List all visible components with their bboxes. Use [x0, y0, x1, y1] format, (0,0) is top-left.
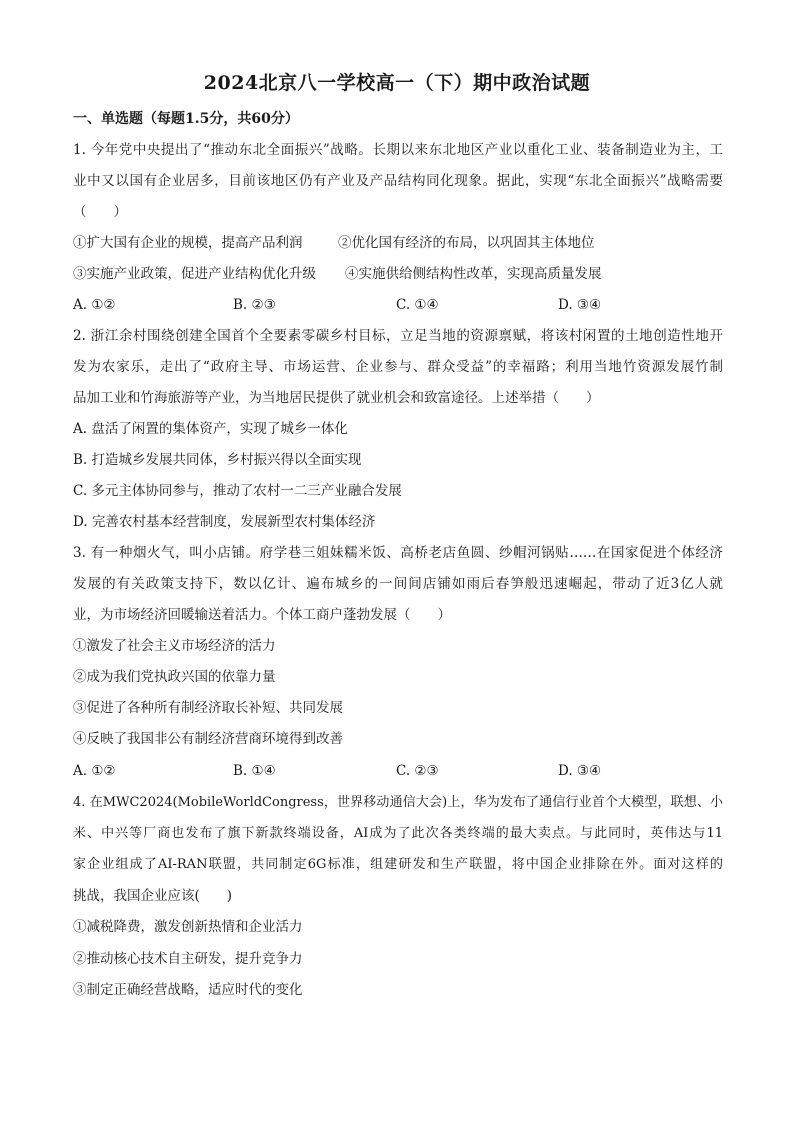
statement-3: ③实施产业政策，促进产业结构优化升级 — [73, 266, 316, 282]
choice-d: D. ③④ — [558, 763, 602, 779]
question-2-choice-a: A. 盘活了闲置的集体资产，实现了城乡一体化 — [73, 421, 348, 437]
question-2-line-2: 发为农家乐，走出了“政府主导、市场运营、企业参与、群众受益”的幸福路；利用当地竹资源发展竹制 — [73, 359, 723, 375]
choice-b: B. ②③ — [233, 297, 276, 313]
question-4-statement-1: ①减税降费，激发创新热情和企业活力 — [73, 919, 303, 935]
question-1-line-1: 1. 今年党中央提出了“推动东北全面振兴”战略。长期以来东北地区产业以重化工业、装备制造业为主，工 — [73, 142, 723, 158]
question-4-line-2: 米、中兴等厂商也发布了旗下新款终端设备，AI成为了此次各类终端的最大卖点。与此同时，英伟达与11 — [73, 826, 723, 841]
question-2-choice-d: D. 完善农村基本经营制度，发展新型农村集体经济 — [73, 514, 376, 530]
question-3-line-2: 发展的有关政策支持下，数以亿计、遍布城乡的一间间店铺如雨后春笋般迅速崛起，带动了近3亿人就 — [73, 576, 723, 592]
question-4-line-3: 家企业组成了AI-RAN联盟，共同制定6G标准，组建研发和生产联盟，将中国企业排除在外。面对这样的 — [73, 857, 723, 872]
question-2-line-3: 品加工业和竹海旅游等产业，为当地居民提供了就业机会和致富途径。上述举措（ ） — [73, 390, 600, 406]
choice-d: D. ③④ — [558, 297, 602, 313]
section-heading: 一、单选题（每题1.5分，共60分） — [73, 111, 299, 127]
question-4-statement-3: ③制定正确经营战略，适应时代的变化 — [73, 982, 303, 998]
question-1-choices — [73, 295, 723, 315]
question-1-line-2: 业中又以国有企业居多，目前该地区仍有产业及产品结构同化现象。据此，实现“东北全面振兴”战略需要 — [73, 173, 723, 189]
question-3-line-1: 3. 有一种烟火气，叫小店铺。府学巷三姐妹糯米饭、高桥老店鱼圆、纱帽河锅贴……在国家促进个体经济 — [73, 545, 723, 561]
question-3-line-3: 业，为市场经济回暖输送着活力。个体工商户蓬勃发展（ ） — [73, 607, 451, 623]
question-4-line-1: 4. 在MWC2024(MobileWorldCongress，世界移动通信大会)上，华为发布了通信行业首个大模型，联想、小 — [73, 795, 723, 810]
page-title: 2024北京八一学校高一（下）期中政治试题 — [203, 72, 591, 94]
choice-a: A. ①② — [73, 297, 116, 313]
question-4-line-4: 挑战，我国企业应该( ) — [73, 888, 233, 904]
question-3-statement-2: ②成为我们党执政兴国的依靠力量 — [73, 669, 276, 685]
question-3-statement-3: ③促进了各种所有制经济取长补短、共同发展 — [73, 700, 343, 716]
question-4-statement-2: ②推动核心技术自主研发，提升竞争力 — [73, 951, 303, 967]
choice-a: A. ①② — [73, 763, 116, 779]
choice-c: C. ②③ — [396, 763, 439, 779]
choice-c: C. ①④ — [396, 297, 439, 313]
question-3-statement-1: ①激发了社会主义市场经济的活力 — [73, 638, 276, 654]
statement-2: ②优化国有经济的布局，以巩固其主体地位 — [338, 235, 595, 251]
question-2-line-1: 2. 浙江余村围绕创建全国首个全要素零碳乡村目标，立足当地的资源禀赋，将该村闲置的土地创造性地开 — [73, 328, 723, 344]
question-2-choice-b: B. 打造城乡发展共同体，乡村振兴得以全面实现 — [73, 452, 362, 468]
statement-1: ①扩大国有企业的规模，提高产品利润 — [73, 235, 303, 251]
question-1-statements-row-2 — [73, 264, 723, 284]
choice-b: B. ①④ — [233, 763, 276, 779]
question-3-choices — [73, 761, 723, 781]
question-1-line-3: （ ） — [73, 204, 127, 220]
question-3-statement-4: ④反映了我国非公有制经济营商环境得到改善 — [73, 731, 343, 747]
question-2-choice-c: C. 多元主体协同参与，推动了农村一二三产业融合发展 — [73, 483, 402, 499]
question-1-statements-row-1 — [73, 233, 723, 253]
statement-4: ④实施供给侧结构性改革，实现高质量发展 — [345, 266, 602, 282]
